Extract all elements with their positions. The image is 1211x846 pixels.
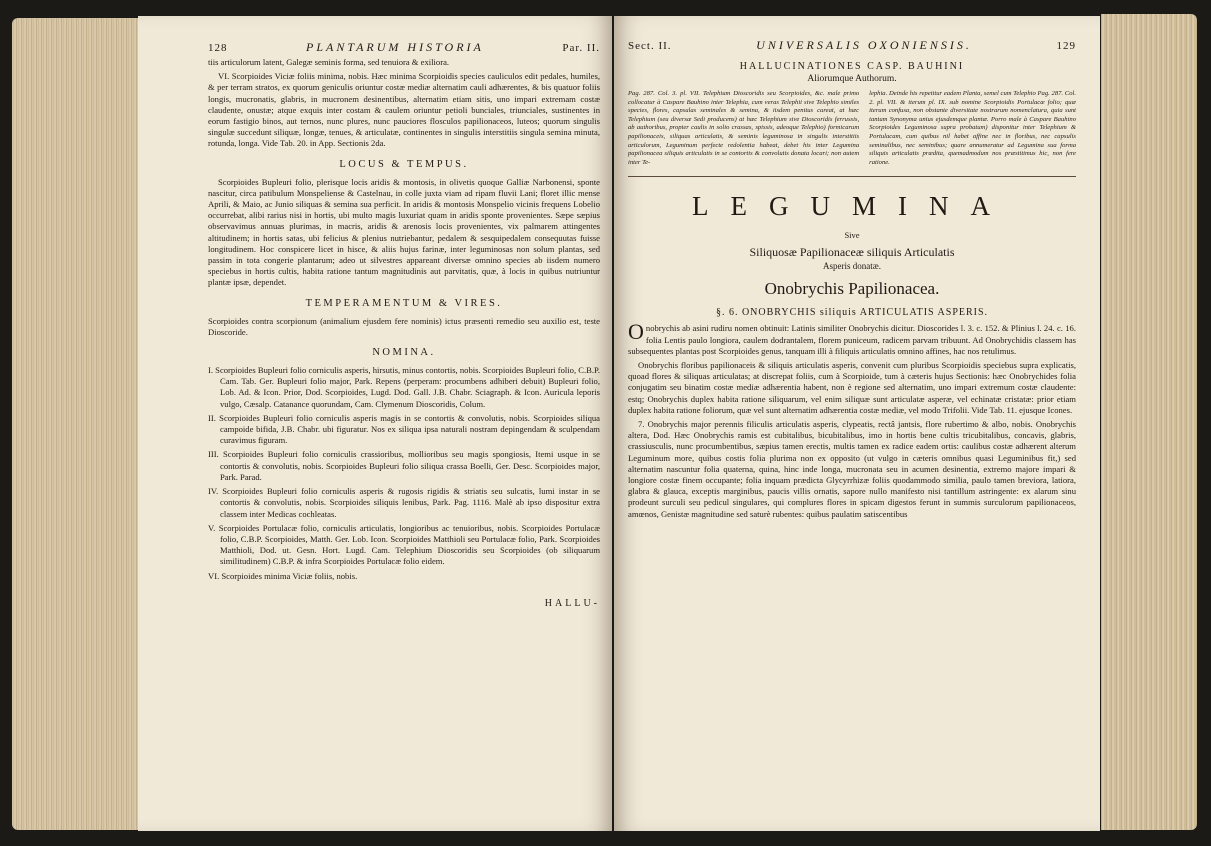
legumina-title: LEGUMINA (692, 191, 1012, 222)
nomina-item: I. Scorpioides Bupleuri folio corniculis asperis, hirsutis, minus contortis, nobis. Scorpioides Bupleuri folio, C.B.P. Cam. Tab. Ger. Bupleuri folio major, Park. Repens (perperam: procumbens adhiberi debuit) Bupleuri folio, Lob. Ad. & Icon. Prior, Dod. Scorpioides, Lugd. Dod. Gall. J.B. Chabr. Sciagraph. & Icon. Auricula leporis vulgo, Cæsalp. Catanance quorundam, Cam. Clymenum Dioscoridis, Colum. (208, 365, 600, 409)
left-running-title: PLANTARUM HISTORIA (305, 40, 484, 54)
locus-heading: LOCUS & TEMPUS. (339, 158, 469, 170)
nomina-item: III. Scorpioides Bupleuri folio corniculis crassioribus, mollioribus seu magis spongiosis, Itemi usque in se contortis & convolutis, nobis. Scorpioides Bupleuri folio siliqua crassa Boelli, Ger. Desc. Scorpioides major, Park. Parad. (208, 449, 600, 482)
left-page (138, 16, 612, 831)
right-page-edges (1101, 14, 1197, 830)
nomina-item: II. Scorpioides Bupleuri folio corniculis asperis magis in se contortis & convolutis, nobis. Scorpioides siliqua campoide bifida, J.B. Chabr. ubi figuratur. Nos ex siliqua ipsa naturali nostram depingendam & sculpendam curavimus figuram. (208, 412, 600, 446)
hallucinationes-col-2: lephia. Deinde his repetitur eadem Planta, semel cum Telephio Pag. 287. Col. 2. pl. VII. & iterum pl. IX. sub nomine Scorpioidis Portulacæ folio; quæ iterum confusa, non obstante diversitate nostrarum nomenclatura, quia sunt tantum Synonyma unius ejusdemque plantæ. Porro male à Caspare Bauhino Scorpioides Leguminosa supra probatum) disponitur inter Telephium & Portulacam, cum quibus nil habet affine nec in floribus, nec capsulis seminalibus, nec seminibus; quare annumeratur ad Legumina sua forma siliquis articulatis prædita, quemadmodum nos præstitimus hic, non fere ratione. (869, 90, 1076, 166)
sive-label: Sive (844, 230, 860, 241)
nomina-item: V. Scorpioides Portulacæ folio, corniculis articulatis, longioribus ac tenuioribus, nobis. Scorpioides Portulacæ folio, C.B.P. Scorpioides, Matth. Ger. Lob. Icon. Scorpioides Matthioli seu Portulacæ folio, Park. Scorpioides Matthioli, Dod. ut. Gesn. Hort. Lugd. Cam. Telephium Dioscoridis seu Scorpioides (ob siliquarum similitudinem) C.B.P. & infra Scorpioides Portulacæ folio eidem. (208, 522, 600, 567)
right-page (614, 16, 1100, 831)
temp-text: Scorpioides contra scorpionum (animalium ejusdem fere nominis) ictus præsenti remedio seu auxilio est, teste Dioscoride. (208, 315, 600, 337)
hallucinationes-columns (628, 90, 1076, 170)
hallucinationes-heading: HALLUCINATIONES CASP. BAUHINI (739, 61, 965, 72)
right-page-number: 129 (1056, 40, 1076, 52)
hallucinationes-col-1: Pag. 287. Col. 3. pl. VII. Telephium Dioscoridis seu Scorpioides, &c. male primo collocatur à Caspare Bauhino inter Telephia, cum veras Telephii sive Telephio similes species, flores, capsulas seminales & semina, & iisdem penitus careat, at hæc Telephium (seu diversæ Sedi producens) at hæc Telephium sive Dioscoridis ferrussis, ab authoribus, propter caulis in solio crassas, spissis, adeoque Telephio) formicarum papilionaceis, siliquas articulatis, & seminis leguminosa in singulis interstitiis articulorum, Leguminum perfecte redolentia habeat, debet his inter Legumina papilionacea siliquis articulatis in se contortis & convolutis donata locari; non autem inter Te- (628, 90, 860, 166)
locus-text: Scorpioides Bupleuri folio, plerisque locis aridis & montosis, in olivetis quoque Galliæ Narbonensi, sponte nascitur, circa patibulum Monspeliense & Castelnau, in colle juxta viam ad ripam fluvii Lani; floret illic mense Aprili, & Maio, ac Junio siliquas & semina sua perficit. In aridis & montosis Monspelio vicinis frequens Lobelio occurrebat, alibi rarius nisi in hortis, ubi multo magis luxuriat quam in aridis sponte provenientes. Sæpe sæpius observavimus annuas plurimas, in macris, aridis & arenosis locis provenientes, vix palmarem attingentes altitudinem; in hortis satas, ubi felicius & plenius nutriebantur, pedalem & sesquipedalem consequutas fuisse longitudinem. Hoc conspicere licet in hisce, & aliis hujus farinæ, inter leguminosas non solum plantas, sed passim in tota congerie plantarum; adeo ut silvestres appareant diversæ omnino species ab iisdem numero speciebus in hortis cultis, habita ratione tantum magnitudinis aut parvitatis, quæ, à locis in quibus nutriuntur plantæ ipsæ, dependet. (208, 176, 600, 288)
asperis-subtitle: Asperis donatæ. (823, 261, 881, 272)
nomina-item: IV. Scorpioides Bupleuri folio corniculis asperis & rugosis rigidis & striatis seu sulcatis, lumi instar in se contortis & convolutis, nobis. Scorpioides siliquis lenibus, Park. Pag. 1116. Malè ab ipso dispositur extra classem inter Medicas cochleatas. (208, 486, 600, 519)
nomina-heading: NOMINA. (372, 347, 436, 359)
nomina-item: VI. Scorpioides minima Viciæ foliis, nobis. (208, 570, 358, 581)
divider-rule (628, 176, 1076, 177)
paragraph-3: 7. Onobrychis major perennis filiculis articulatis asperis, clypeatis, rectâ jantsis, flore rubertimo & albo, nobis. Onobrychis altera, Dod. Hæc Onobrychis ramis est cubitalibus, bicubitalibus, imo in hortis bene cultis tricubitalibus, concavis, glabris, crassiusculis, nunc procumbentibus, sæpius tamen erectis, multis tamen ex radice eadem ortis: caulibus costæ adhærent alterum Leguminum more, quibus costis folia plurima non ex opposito (ut vulgo in cæteris omnibus quasi Leguminibus fit,) sed alternatim nascuntur folia quaterna, quina, hinc inde longa, mucronata seu in acumen desinentia, extremo majore impari & longiore costæ finem occupante; folia inquam prædicta Glycyrrhizæ foliis quodammodo similia, paulo tamen breviora, latiora, glabra & glauca, exceptis marginibus, paucis villis ornatis, sapore nullo manifesto nisi tantillum astringente: ex alarum sinu prodeunt surculi seu pedicul singulares, qui complures flores in spicam digestos ferunt in summis surculorum papilionaceos, amœnos, Genistæ magnitudine sed saturè rubentes: quibus paulatim satiscentibus (628, 418, 1076, 519)
left-running-head (208, 40, 600, 55)
left-part-label: Par. II. (562, 42, 600, 54)
hallucinationes-subheading: Aliorumque Authorum. (807, 74, 897, 84)
temp-heading: TEMPERAMENTUM & VIRES. (305, 297, 503, 309)
catchword: HALLU- (544, 597, 600, 609)
onobrychis-title: Onobrychis Papilionacea. (764, 279, 940, 299)
right-running-head (628, 38, 1076, 53)
para-vi: VI. Scorpioides Viciæ foliis minima, nobis. Hæc minima Scorpioidis species cauliculos edit pedales, humiles, & per terram stratos, ex quorum geniculis oriuntur costæ mediæ alternatim cauli adhærentes, & bis quatuor foliis longis, mucronatis, glabris, in mucronem desinentibus, alternatim etiam sitis, uno impari extremam costæ claudente, onustæ; atque exquis inter costam & caulem oriuntur petioli bunciales, triunciales, sustinentes in eorum fastigio binos, aut ternos, nunc plures, nunc pauciores flosculos papilionaceos, luteos; quorum singulis singulæ succedunt siliquæ, longæ, tenues, & articulatæ, continentes in singulis interstitiis singula semina minuta, rotunda, longa. Vide Tab. 20. in App. Sectionis 2da. (208, 71, 600, 149)
paragraph-1: Onobrychis ab asini rudiru nomen obtinuit: Latinis similiter Onobrychis dicitur. Dioscorides l. 3. c. 152. & Plinius l. 24. c. 16. folia Lentis paulo longiora, caulem dodrantalem, florem puniceum, radicem parvam tribuunt. Ad Onobrychidis classem has subsequentes plantas post Scorpioides genus, tanquam illi à filiquis articulatis omnino affines, hac nos retulimus. (628, 319, 1076, 356)
siliquosae-subtitle: Siliquosæ Papilionaceæ siliquis Articulatis (749, 245, 955, 260)
left-page-edges (12, 18, 142, 830)
section-6-heading: §. 6. ONOBRYCHIS siliquis ARTICULATIS ASPERIS. (715, 307, 989, 319)
left-page-number: 128 (208, 42, 228, 54)
right-running-title: UNIVERSALIS OXONIENSIS. (756, 38, 972, 52)
section-label: Sect. II. (628, 40, 672, 52)
nomina-list (208, 365, 600, 582)
paragraph-2: Onobrychis floribus papilionaceis & siliquis articulatis asperis, convenit cum pluribus Scorpioidis speciebus supra explicatis, quoad flores & siliquas articulatas; at discrepat foliis, cum à Scorpioide, tum à cæteris hujus Sectionis: hæc Onobrychides folia conjugatim seu binatim costæ mediæ adhærentia habent, non è regione sed alternatim, uno impari extremum costæ claudente: estq; Onobrychis duplex habita ratione siliquarum, vel enim siliquæ sunt articulatæ asperæ, vel echinatæ cristatæ: prior etiam duplex habita ratione foliorum, quæ vel sunt alternatim adhærentia costæ mediæ, vel modo Trifolii. Vide Tab. 11. ejusque Icones. (628, 359, 1076, 415)
intro-line: tiis articulorum latent, Galegæ seminis forma, sed tenuiora & exiliora. (208, 57, 450, 67)
